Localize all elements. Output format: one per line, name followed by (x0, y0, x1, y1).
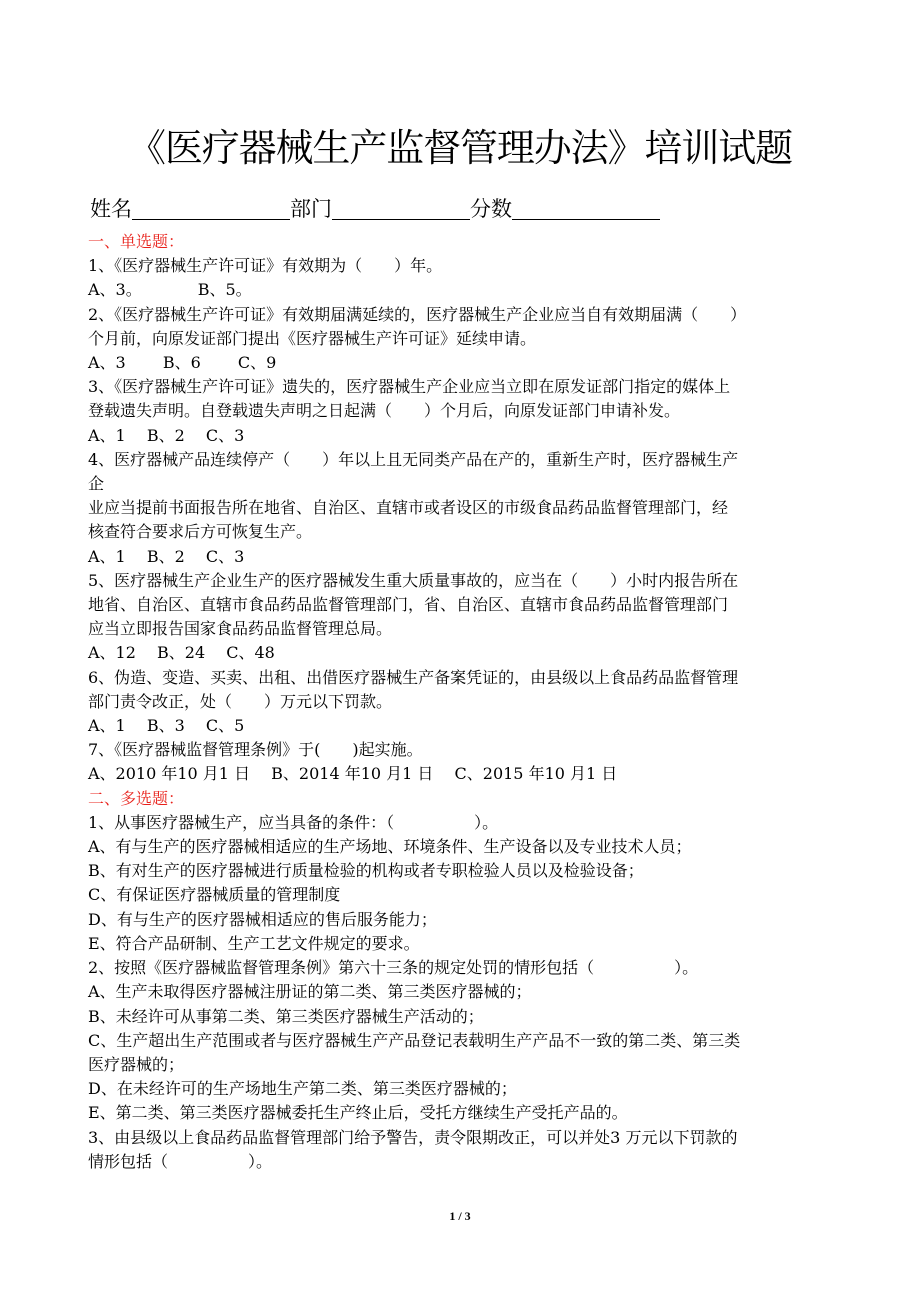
dept-label: 部门 (290, 197, 332, 221)
text-line: D、在未经许可的生产场地生产第二类、第三类医疗器械的； (88, 1079, 517, 1099)
text-line: 6、伪造、变造、买卖、出租、出借医疗器械生产备案凭证的，由县级以上食品药品监督管理 (88, 667, 739, 687)
score-blank[interactable] (512, 197, 660, 220)
text-line: A、1 B、3 C、5 (88, 716, 245, 736)
text-line: B、未经许可从事第二类、第三类医疗器械生产活动的； (88, 1006, 484, 1026)
text-line: B、有对生产的医疗器械进行质量检验的机构或者专职检验人员以及检验设备； (88, 861, 644, 881)
text-line: 部门责令改正，处（ ）万元以下罚款。 (88, 691, 393, 711)
text-line: 医疗器械的； (88, 1054, 185, 1074)
text-line: C、有保证医疗器械质量的管理制度 (88, 885, 341, 905)
text-line: 3、《医疗器械生产许可证》遗失的，医疗器械生产企业应当立即在原发证部门指定的媒体上 (88, 377, 731, 397)
text-line: 2、《医疗器械生产许可证》有效期届满延续的，医疗器械生产企业应当自有效期届满（ ） (88, 304, 747, 324)
text-line: E、第二类、第三类医疗器械委托生产终止后，受托方继续生产受托产品的。 (88, 1103, 628, 1123)
score-label: 分数 (470, 197, 512, 221)
text-line: C、生产超出生产范围或者与医疗器械生产产品登记表载明生产产品不一致的第二类、第三类 (88, 1030, 741, 1050)
question-content (88, 230, 834, 1174)
text-line: 核查符合要求后方可恢复生产。 (88, 522, 313, 542)
text-line: 情形包括（ ）。 (88, 1151, 273, 1171)
text-line: 5、医疗器械生产企业生产的医疗器械发生重大质量事故的，应当在（ ）小时内报告所在 (88, 570, 739, 590)
page-number: 1 / 3 (449, 1209, 471, 1223)
text-line: 7、《医疗器械监督管理条例》于( )起实施。 (88, 740, 423, 760)
text-line: A、1 B、2 C、3 (88, 546, 245, 566)
text-line: A、3 B、6 C、9 (88, 353, 277, 373)
text-line: 个月前，向原发证部门提出《医疗器械生产许可证》延续申请。 (88, 328, 537, 348)
text-line: A、2010 年10 月1 日 B、2014 年10 月1 日 C、2015 年10 月1 日 (88, 764, 618, 784)
text-line: A、1 B、2 C、3 (88, 425, 245, 445)
text-line: 1、《医疗器械生产许可证》有效期为（ ）年。 (88, 256, 443, 276)
text-line: 3、由县级以上食品药品监督管理部门给予警告，责令限期改正，可以并处3 万元以下罚款的 (88, 1127, 738, 1147)
text-line: 应当立即报告国家食品药品监督管理总局。 (88, 619, 393, 639)
section-heading: 二、多选题： (88, 788, 185, 808)
name-blank[interactable] (132, 197, 290, 220)
text-line: A、生产未取得医疗器械注册证的第二类、第三类医疗器械的； (88, 982, 532, 1002)
text-line: 业应当提前书面报告所在地省、自治区、直辖市或者设区的市级食品药品监督管理部门，经 (88, 498, 729, 518)
text-line: A、有与生产的医疗器械相适应的生产场地、环境条件、生产设备以及专业技术人员； (88, 837, 692, 857)
examinee-info-line (90, 194, 660, 224)
text-line: A、12 B、24 C、48 (88, 643, 275, 663)
section-heading: 一、单选题： (88, 232, 185, 251)
text-line: 4、医疗器械产品连续停产（ ）年以上且无同类产品在产的，重新生产时，医疗器械生产 (88, 449, 739, 469)
name-label: 姓名 (90, 197, 132, 221)
page-title: 《医疗器械生产监督管理办法》培训试题 (127, 126, 792, 170)
text-line: A、3。 B、5。 (88, 280, 252, 300)
text-line: 登载遗失声明。自登载遗失声明之日起满（ ）个月后，向原发证部门申请补发。 (88, 401, 681, 421)
text-line: 1、从事医疗器械生产，应当具备的条件：（ ）。 (88, 812, 499, 832)
text-line: 2、按照《医疗器械监督管理条例》第六十三条的规定处罚的情形包括（ ）。 (88, 958, 699, 978)
dept-blank[interactable] (332, 197, 470, 220)
text-line: 企 (88, 474, 105, 494)
text-line: D、有与生产的医疗器械相适应的售后服务能力； (88, 909, 437, 929)
text-line: 地省、自治区、直辖市食品药品监督管理部门，省、自治区、直辖市食品药品监督管理部门 (88, 595, 729, 615)
text-line: E、符合产品研制、生产工艺文件规定的要求。 (88, 933, 420, 953)
